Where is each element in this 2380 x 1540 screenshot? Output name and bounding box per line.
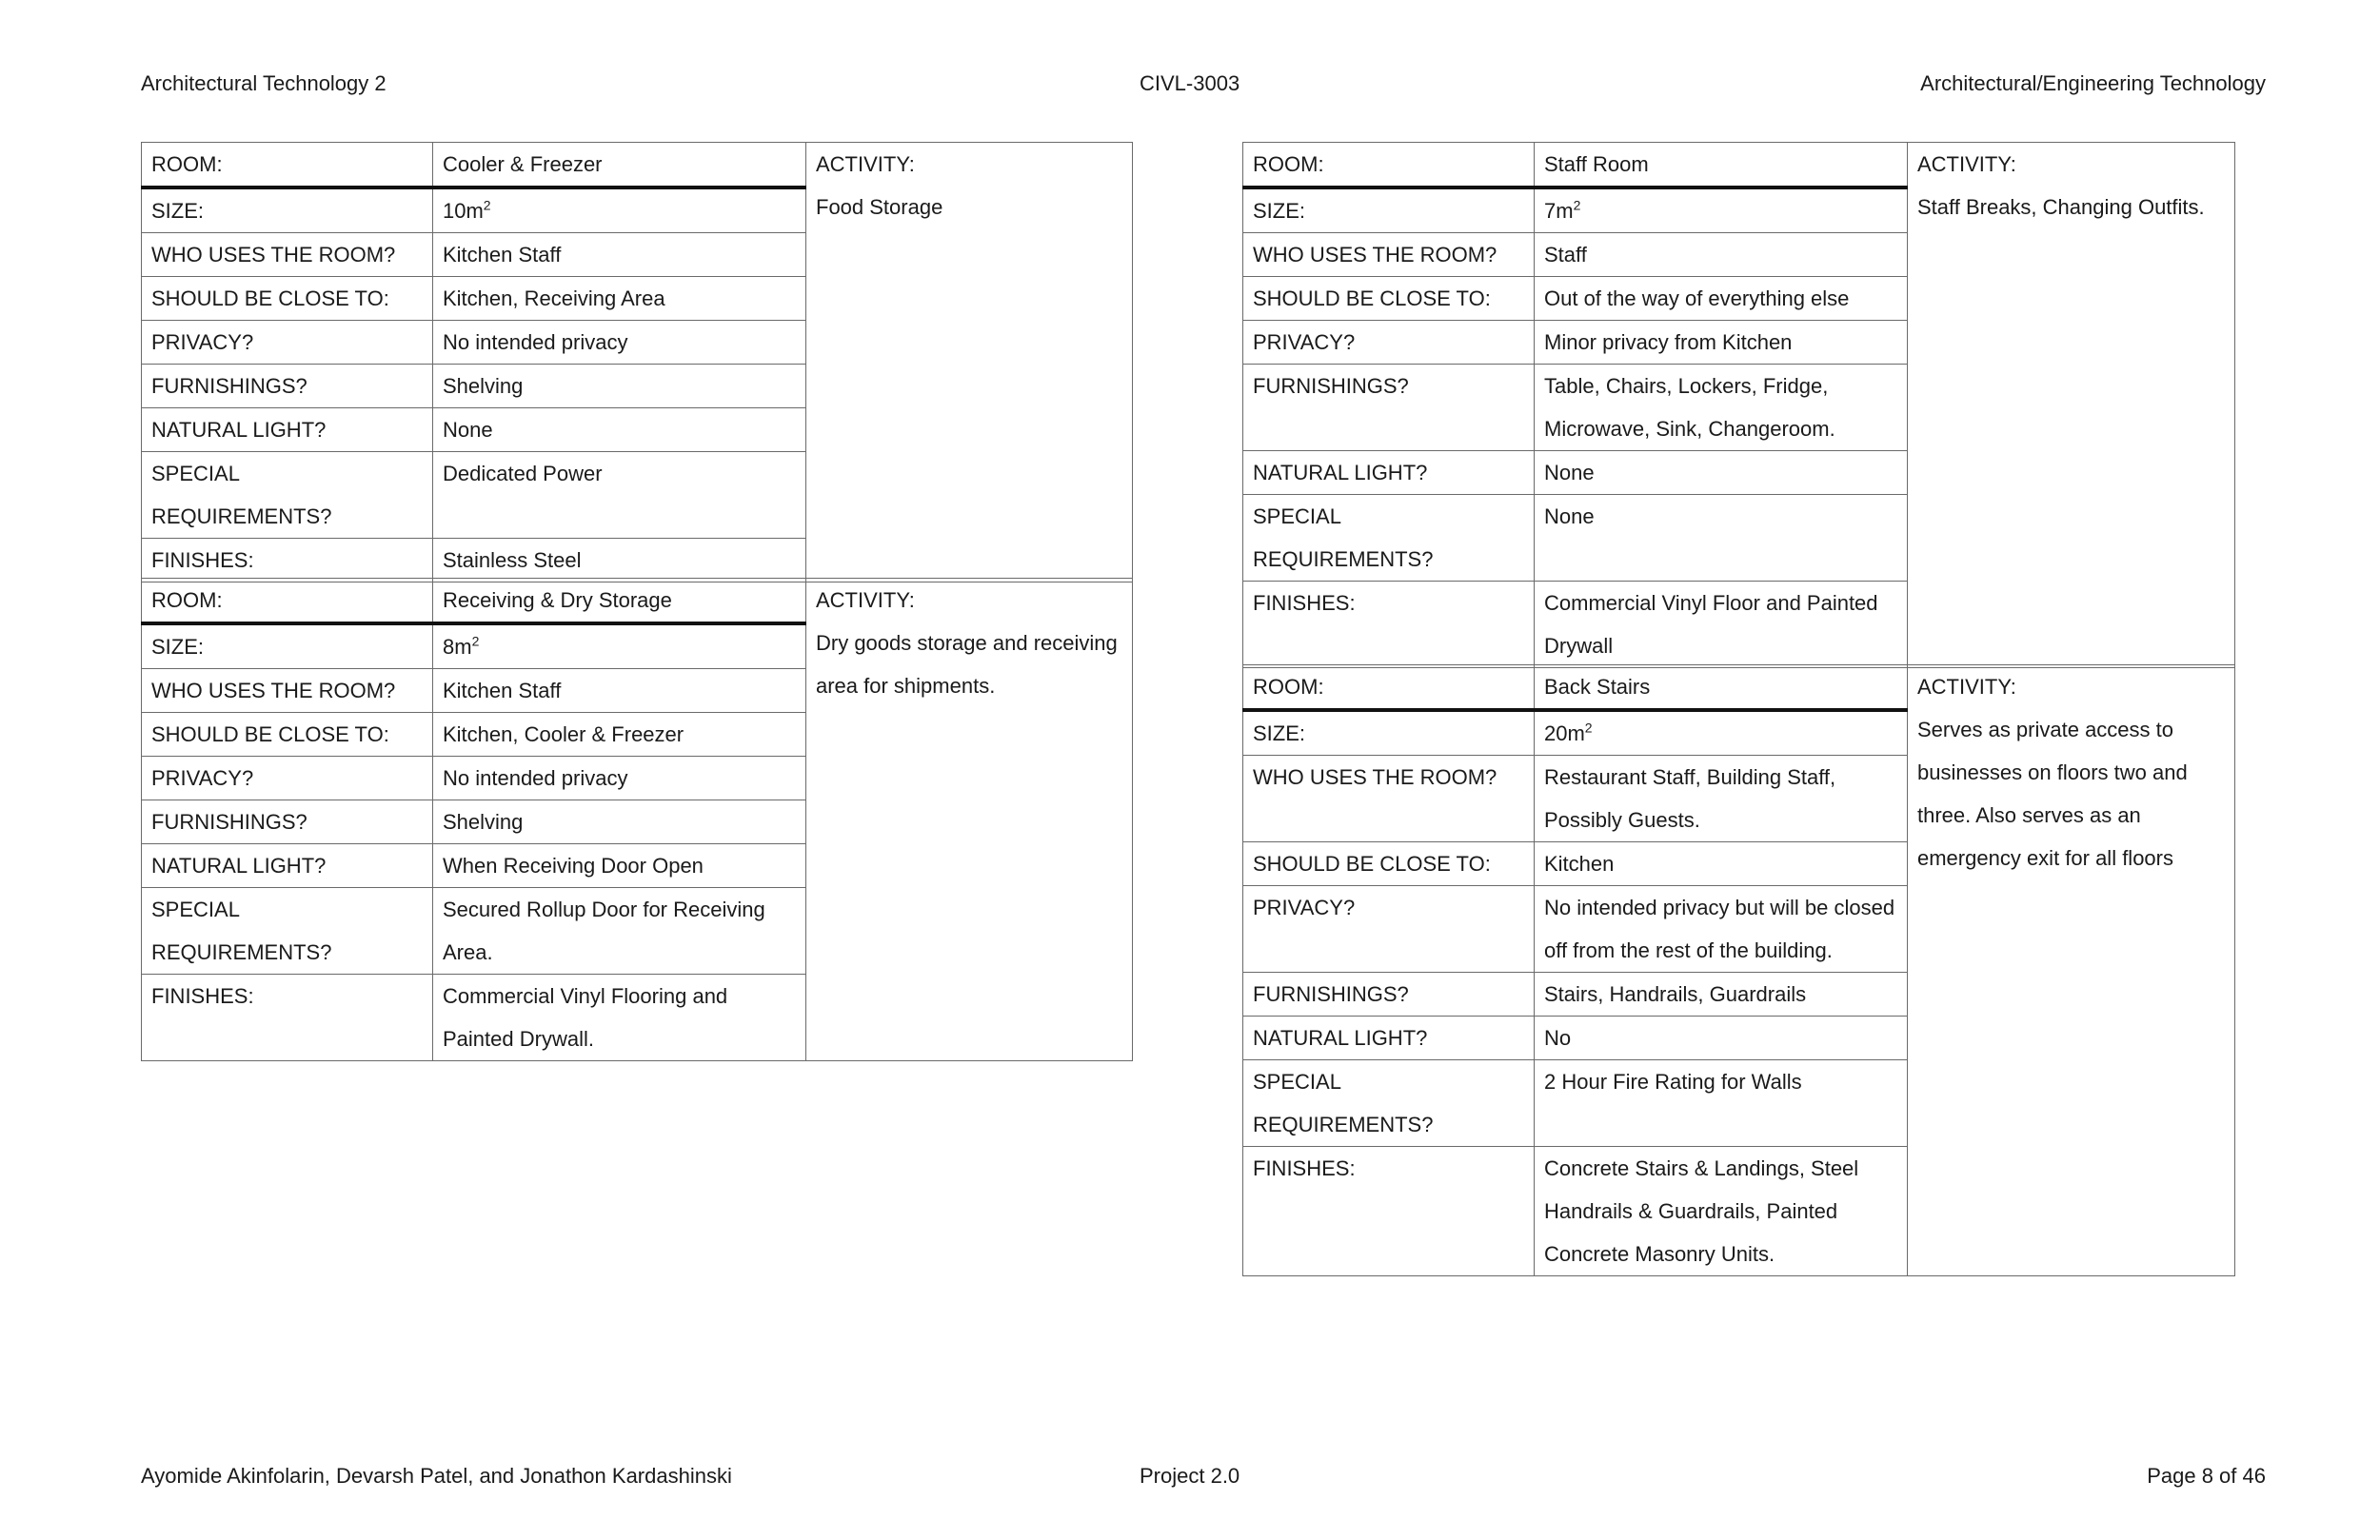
label-special: SPECIAL REQUIREMENTS? <box>1243 495 1535 582</box>
label-close: SHOULD BE CLOSE TO: <box>1243 277 1535 321</box>
label-furnishings: FURNISHINGS? <box>142 800 433 844</box>
label-who: WHO USES THE ROOM? <box>1243 233 1535 277</box>
footer-authors: Ayomide Akinfolarin, Devarsh Patel, and Jonathon Kardashinski <box>141 1464 732 1488</box>
header-center: CIVL-3003 <box>1140 71 1240 95</box>
header-left: Architectural Technology 2 <box>141 71 387 95</box>
value-room: Back Stairs <box>1535 665 1908 711</box>
label-privacy: PRIVACY? <box>142 321 433 365</box>
label-close: SHOULD BE CLOSE TO: <box>1243 842 1535 886</box>
label-room: ROOM: <box>1243 665 1535 711</box>
label-activity: ACTIVITY: <box>1917 152 2016 176</box>
label-activity: ACTIVITY: <box>816 588 915 612</box>
value-activity: Serves as private access to businesses on floors two and three. Also serves as an emergency exit for all floors <box>1917 718 2188 870</box>
label-finishes: FINISHES: <box>142 975 433 1061</box>
value-activity: Dry goods storage and receiving area for shipments. <box>816 631 1118 698</box>
label-furnishings: FURNISHINGS? <box>1243 365 1535 451</box>
label-room: ROOM: <box>142 579 433 624</box>
value-light: When Receiving Door Open <box>433 844 806 888</box>
label-activity: ACTIVITY: <box>816 152 915 176</box>
label-who: WHO USES THE ROOM? <box>142 669 433 713</box>
value-room: Staff Room <box>1535 143 1908 188</box>
value-close: Kitchen, Receiving Area <box>433 277 806 321</box>
value-privacy: No intended privacy <box>433 321 806 365</box>
value-who: Staff <box>1535 233 1908 277</box>
label-size: SIZE: <box>142 188 433 233</box>
label-privacy: PRIVACY? <box>1243 886 1535 973</box>
activity-cell <box>1908 143 2235 668</box>
value-special: Secured Rollup Door for Receiving Area. <box>433 888 806 975</box>
room-table-cooler-freezer <box>141 142 1133 582</box>
label-close: SHOULD BE CLOSE TO: <box>142 277 433 321</box>
value-who: Kitchen Staff <box>433 669 806 713</box>
value-finishes: Stainless Steel <box>433 539 806 582</box>
label-special: SPECIAL REQUIREMENTS? <box>142 888 433 975</box>
label-light: NATURAL LIGHT? <box>1243 1017 1535 1060</box>
label-special: SPECIAL REQUIREMENTS? <box>142 452 433 539</box>
label-finishes: FINISHES: <box>1243 582 1535 668</box>
label-privacy: PRIVACY? <box>142 757 433 800</box>
label-finishes: FINISHES: <box>1243 1147 1535 1276</box>
label-furnishings: FURNISHINGS? <box>1243 973 1535 1017</box>
value-special: Dedicated Power <box>433 452 806 539</box>
value-furnishings: Shelving <box>433 365 806 408</box>
room-table-staff-room <box>1242 142 2235 668</box>
label-room: ROOM: <box>142 143 433 188</box>
value-finishes: Concrete Stairs & Landings, Steel Handrails & Guardrails, Painted Concrete Masonry Units. <box>1535 1147 1908 1276</box>
value-furnishings: Stairs, Handrails, Guardrails <box>1535 973 1908 1017</box>
value-size: $10m^2$ <box>433 188 806 233</box>
value-special: None <box>1535 495 1908 582</box>
value-size: $8m^2$ <box>433 623 806 669</box>
value-who: Restaurant Staff, Building Staff, Possibly Guests. <box>1535 756 1908 842</box>
value-activity: Food Storage <box>816 195 943 219</box>
value-who: Kitchen Staff <box>433 233 806 277</box>
value-privacy: Minor privacy from Kitchen <box>1535 321 1908 365</box>
label-activity: ACTIVITY: <box>1917 675 2016 699</box>
activity-cell <box>806 579 1133 1061</box>
value-activity: Staff Breaks, Changing Outfits. <box>1917 195 2205 219</box>
value-privacy: No intended privacy but will be closed off from the rest of the building. <box>1535 886 1908 973</box>
value-finishes: Commercial Vinyl Flooring and Painted Drywall. <box>433 975 806 1061</box>
value-room: Receiving & Dry Storage <box>433 579 806 624</box>
label-finishes: FINISHES: <box>142 539 433 582</box>
value-privacy: No intended privacy <box>433 757 806 800</box>
value-furnishings: Table, Chairs, Lockers, Fridge, Microwave, Sink, Changeroom. <box>1535 365 1908 451</box>
label-light: NATURAL LIGHT? <box>142 844 433 888</box>
label-special: SPECIAL REQUIREMENTS? <box>1243 1060 1535 1147</box>
value-light: No <box>1535 1017 1908 1060</box>
value-furnishings: Shelving <box>433 800 806 844</box>
value-finishes: Commercial Vinyl Floor and Painted Drywall <box>1535 582 1908 668</box>
label-size: SIZE: <box>1243 188 1535 233</box>
footer-page-number: Page 8 of 46 <box>2147 1464 2266 1488</box>
label-light: NATURAL LIGHT? <box>1243 451 1535 495</box>
value-room: Cooler & Freezer <box>433 143 806 188</box>
header-right: Architectural/Engineering Technology <box>1920 71 2266 95</box>
label-size: SIZE: <box>142 623 433 669</box>
value-special: 2 Hour Fire Rating for Walls <box>1535 1060 1908 1147</box>
value-light: None <box>1535 451 1908 495</box>
value-size: $20m^2$ <box>1535 710 1908 756</box>
label-furnishings: FURNISHINGS? <box>142 365 433 408</box>
value-size: $7m^2$ <box>1535 188 1908 233</box>
label-who: WHO USES THE ROOM? <box>1243 756 1535 842</box>
label-privacy: PRIVACY? <box>1243 321 1535 365</box>
room-table-back-stairs <box>1242 664 2235 1276</box>
label-size: SIZE: <box>1243 710 1535 756</box>
activity-cell <box>1908 665 2235 1276</box>
label-light: NATURAL LIGHT? <box>142 408 433 452</box>
label-close: SHOULD BE CLOSE TO: <box>142 713 433 757</box>
label-room: ROOM: <box>1243 143 1535 188</box>
value-close: Kitchen, Cooler & Freezer <box>433 713 806 757</box>
value-close: Kitchen <box>1535 842 1908 886</box>
footer-project: Project 2.0 <box>1140 1464 1240 1488</box>
value-light: None <box>433 408 806 452</box>
activity-cell <box>806 143 1133 582</box>
label-who: WHO USES THE ROOM? <box>142 233 433 277</box>
room-table-receiving-dry-storage <box>141 578 1133 1061</box>
value-close: Out of the way of everything else <box>1535 277 1908 321</box>
